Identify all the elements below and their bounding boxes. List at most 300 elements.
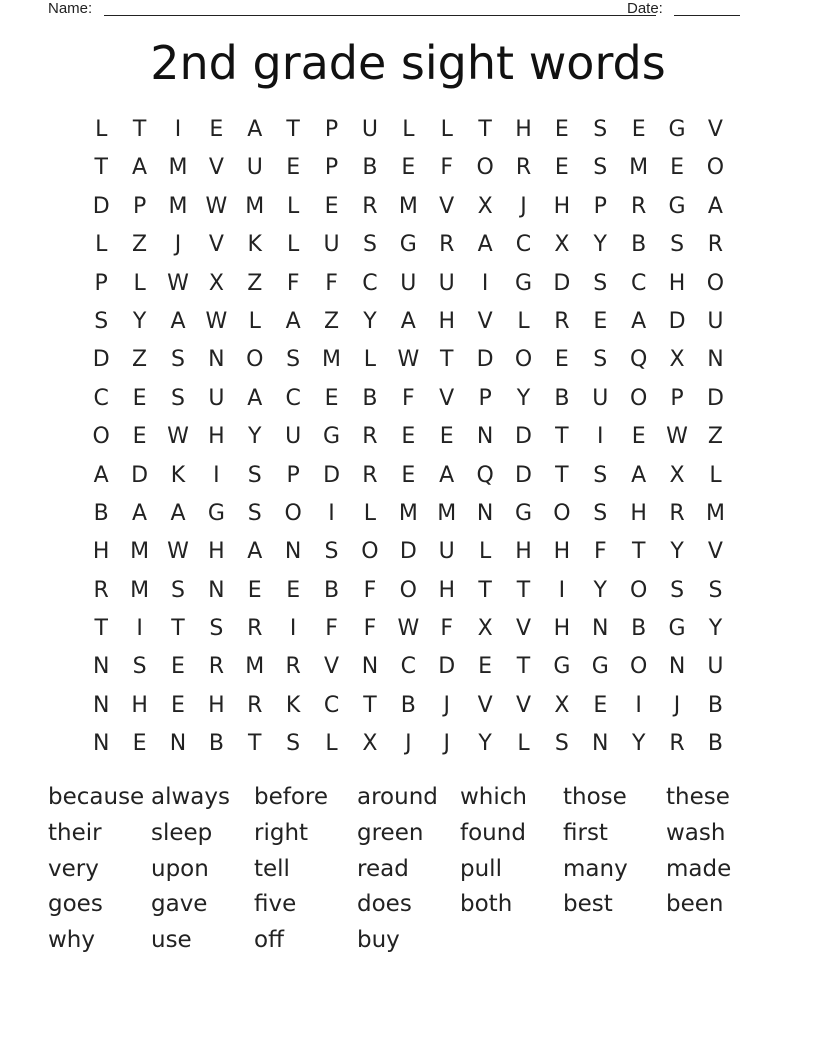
- grid-letter[interactable]: S: [247, 462, 262, 488]
- grid-letter[interactable]: S: [286, 347, 301, 373]
- grid-letter[interactable]: A: [170, 500, 186, 526]
- grid-row: [82, 226, 735, 264]
- grid-letter[interactable]: H: [553, 539, 571, 565]
- grid-letter[interactable]: H: [553, 193, 571, 219]
- grid-letter[interactable]: W: [205, 308, 228, 334]
- grid-letter[interactable]: P: [324, 155, 339, 181]
- grid-letter[interactable]: B: [93, 500, 109, 526]
- grid-letter[interactable]: D: [438, 654, 456, 680]
- grid-letter[interactable]: S: [324, 539, 339, 565]
- grid-letter[interactable]: O: [706, 155, 725, 181]
- grid-letter[interactable]: U: [246, 155, 263, 181]
- grid-letter[interactable]: S: [132, 654, 147, 680]
- grid-letter[interactable]: R: [669, 731, 685, 757]
- grid-letter[interactable]: S: [286, 731, 301, 757]
- grid-letter[interactable]: B: [208, 731, 224, 757]
- grid-letter[interactable]: A: [132, 500, 148, 526]
- grid-letter[interactable]: M: [437, 500, 457, 526]
- grid-letter[interactable]: Z: [247, 270, 263, 296]
- grid-letter[interactable]: Z: [132, 347, 148, 373]
- grid-letter[interactable]: X: [669, 347, 685, 373]
- grid-letter[interactable]: R: [208, 654, 225, 680]
- grid-letter[interactable]: W: [397, 347, 420, 373]
- grid-letter[interactable]: N: [92, 654, 110, 680]
- grid-letter[interactable]: N: [92, 731, 110, 757]
- grid-letter[interactable]: T: [132, 117, 147, 142]
- grid-letter[interactable]: R: [247, 692, 263, 718]
- date-blank-line[interactable]: [674, 15, 740, 16]
- grid-letter[interactable]: E: [631, 117, 646, 142]
- grid-letter[interactable]: M: [629, 155, 649, 181]
- grid-letter[interactable]: Y: [132, 308, 147, 334]
- grid-letter[interactable]: A: [247, 117, 263, 142]
- grid-letter[interactable]: F: [325, 616, 338, 642]
- grid-letter[interactable]: K: [247, 232, 262, 258]
- grid-letter[interactable]: L: [440, 117, 453, 142]
- grid-letter[interactable]: R: [285, 654, 301, 680]
- grid-letter[interactable]: X: [554, 692, 570, 718]
- grid-letter[interactable]: N: [92, 692, 110, 718]
- grid-letter[interactable]: O: [246, 347, 264, 373]
- grid-letter[interactable]: V: [439, 385, 455, 411]
- grid-letter[interactable]: J: [520, 193, 527, 219]
- grid-letter[interactable]: V: [515, 692, 532, 718]
- grid-letter[interactable]: M: [168, 155, 188, 181]
- grid-letter[interactable]: S: [593, 347, 608, 373]
- grid-row: [82, 188, 735, 226]
- grid-letter[interactable]: T: [286, 117, 300, 142]
- grid-letter[interactable]: E: [554, 347, 569, 373]
- grid-letter[interactable]: U: [707, 654, 724, 680]
- grid-letter[interactable]: E: [631, 424, 646, 450]
- grid-letter[interactable]: L: [517, 731, 530, 757]
- grid-letter[interactable]: I: [328, 500, 335, 526]
- grid-letter[interactable]: A: [247, 539, 263, 565]
- grid-letter[interactable]: C: [630, 270, 647, 296]
- grid-letter[interactable]: W: [167, 270, 189, 296]
- grid-letter[interactable]: S: [593, 117, 608, 142]
- grid-letter[interactable]: I: [635, 692, 642, 718]
- grid-letter[interactable]: I: [597, 424, 604, 450]
- grid-letter[interactable]: S: [593, 270, 608, 296]
- grid-letter[interactable]: U: [707, 308, 724, 334]
- grid-letter[interactable]: O: [706, 270, 725, 296]
- grid-letter[interactable]: Q: [630, 347, 648, 373]
- grid-letter[interactable]: B: [554, 385, 570, 411]
- grid-letter[interactable]: T: [248, 731, 262, 757]
- grid-letter[interactable]: F: [593, 539, 607, 565]
- grid-row: [82, 572, 735, 610]
- grid-letter[interactable]: W: [397, 616, 420, 642]
- grid-letter[interactable]: S: [670, 577, 685, 603]
- grid-letter[interactable]: S: [593, 462, 608, 488]
- grid-letter[interactable]: M: [130, 577, 150, 603]
- grid-letter[interactable]: J: [174, 232, 182, 258]
- grid-letter[interactable]: V: [208, 232, 224, 258]
- grid-letter[interactable]: C: [93, 385, 109, 411]
- grid-letter[interactable]: S: [170, 385, 185, 411]
- word-list-item: because: [48, 784, 145, 810]
- grid-letter[interactable]: N: [476, 424, 494, 450]
- grid-letter[interactable]: P: [670, 385, 684, 411]
- grid-letter[interactable]: Z: [132, 232, 148, 258]
- grid-letter[interactable]: A: [93, 462, 109, 488]
- grid-letter[interactable]: Z: [324, 308, 340, 334]
- grid-letter[interactable]: E: [554, 155, 569, 181]
- grid-letter[interactable]: S: [94, 308, 109, 334]
- grid-letter[interactable]: T: [94, 155, 108, 181]
- grid-letter[interactable]: G: [323, 424, 341, 450]
- word-list-item: been: [666, 891, 724, 918]
- grid-letter[interactable]: O: [553, 500, 571, 526]
- grid-letter[interactable]: C: [285, 385, 301, 411]
- grid-letter[interactable]: E: [670, 155, 684, 181]
- grid-letter[interactable]: N: [592, 616, 609, 642]
- grid-letter[interactable]: F: [440, 616, 454, 642]
- grid-letter[interactable]: T: [478, 117, 492, 142]
- grid-letter[interactable]: O: [630, 654, 648, 680]
- grid-letter[interactable]: E: [324, 385, 339, 411]
- grid-letter[interactable]: F: [440, 155, 454, 181]
- grid-letter[interactable]: A: [247, 385, 263, 411]
- grid-letter[interactable]: B: [631, 232, 647, 258]
- grid-letter[interactable]: S: [670, 232, 685, 258]
- grid-letter[interactable]: T: [94, 616, 108, 642]
- grid-letter[interactable]: E: [132, 385, 147, 411]
- grid-letter[interactable]: I: [174, 117, 182, 142]
- grid-letter[interactable]: N: [284, 539, 302, 565]
- grid-letter[interactable]: V: [324, 654, 340, 680]
- grid-letter[interactable]: A: [170, 308, 186, 334]
- grid-letter[interactable]: R: [247, 616, 263, 642]
- grid-letter[interactable]: I: [481, 270, 489, 296]
- grid-letter[interactable]: E: [286, 577, 301, 603]
- grid-letter[interactable]: C: [515, 232, 532, 258]
- grid-letter[interactable]: A: [477, 232, 493, 258]
- grid-letter[interactable]: D: [476, 347, 494, 373]
- grid-letter[interactable]: E: [401, 424, 416, 450]
- grid-letter[interactable]: L: [478, 539, 492, 565]
- grid-letter[interactable]: N: [668, 654, 686, 680]
- grid-letter[interactable]: H: [630, 500, 647, 526]
- grid-letter[interactable]: W: [205, 193, 228, 219]
- grid-letter[interactable]: L: [133, 270, 146, 296]
- grid-letter[interactable]: T: [555, 462, 569, 488]
- grid-letter[interactable]: U: [208, 385, 225, 411]
- grid-letter[interactable]: V: [477, 692, 493, 718]
- grid-letter[interactable]: Q: [476, 462, 494, 488]
- grid-letter[interactable]: E: [324, 193, 339, 219]
- grid-letter[interactable]: R: [631, 193, 647, 219]
- grid-letter[interactable]: I: [558, 577, 566, 603]
- word-list-item: very: [48, 855, 99, 882]
- grid-letter[interactable]: H: [438, 308, 455, 334]
- grid-letter[interactable]: P: [478, 385, 492, 411]
- grid-letter[interactable]: D: [668, 308, 686, 334]
- grid-letter[interactable]: L: [95, 232, 108, 258]
- grid-letter[interactable]: B: [362, 155, 378, 181]
- grid-letter[interactable]: G: [591, 654, 609, 680]
- grid-letter[interactable]: H: [208, 539, 225, 565]
- grid-letter[interactable]: G: [514, 500, 533, 526]
- grid-letter[interactable]: E: [132, 731, 147, 757]
- grid-letter[interactable]: S: [554, 731, 569, 757]
- grid-letter[interactable]: O: [630, 577, 648, 603]
- grid-letter[interactable]: R: [707, 232, 724, 258]
- grid-letter[interactable]: P: [324, 117, 339, 142]
- grid-letter[interactable]: N: [361, 654, 379, 680]
- grid-letter[interactable]: X: [477, 616, 493, 642]
- grid-letter[interactable]: H: [92, 539, 110, 565]
- grid-letter[interactable]: E: [171, 692, 185, 718]
- grid-letter[interactable]: O: [399, 577, 417, 603]
- grid-letter[interactable]: M: [130, 539, 150, 565]
- grid-letter[interactable]: F: [363, 616, 377, 642]
- grid-letter[interactable]: S: [170, 577, 185, 603]
- grid-letter[interactable]: D: [515, 462, 532, 488]
- grid-letter[interactable]: N: [707, 347, 724, 373]
- grid-letter[interactable]: M: [322, 347, 342, 373]
- grid-letter[interactable]: T: [516, 577, 531, 603]
- grid-letter[interactable]: B: [707, 731, 723, 757]
- grid-letter[interactable]: A: [285, 308, 301, 334]
- grid-letter[interactable]: U: [323, 232, 340, 258]
- grid-letter[interactable]: E: [593, 692, 608, 718]
- grid-letter[interactable]: R: [669, 500, 685, 526]
- grid-letter[interactable]: P: [132, 193, 147, 219]
- grid-letter[interactable]: V: [477, 308, 493, 334]
- grid-letter[interactable]: A: [132, 155, 148, 181]
- name-blank-line[interactable]: [104, 15, 656, 16]
- grid-letter[interactable]: P: [94, 270, 108, 296]
- grid-letter[interactable]: X: [362, 731, 378, 757]
- grid-letter[interactable]: M: [168, 193, 188, 219]
- grid-letter[interactable]: X: [208, 270, 224, 296]
- grid-letter[interactable]: T: [478, 577, 492, 603]
- grid-letter[interactable]: L: [287, 232, 300, 258]
- grid-letter[interactable]: D: [323, 462, 341, 488]
- grid-letter[interactable]: E: [593, 308, 608, 334]
- grid-letter[interactable]: V: [707, 117, 723, 142]
- grid-letter[interactable]: H: [668, 270, 686, 296]
- grid-letter[interactable]: P: [593, 193, 607, 219]
- grid-letter[interactable]: N: [208, 577, 225, 603]
- grid-letter[interactable]: W: [167, 539, 189, 565]
- grid-letter[interactable]: A: [631, 308, 647, 334]
- grid-letter[interactable]: B: [707, 692, 723, 718]
- grid-letter[interactable]: T: [171, 616, 185, 642]
- grid-letter[interactable]: M: [398, 500, 418, 526]
- grid-letter[interactable]: D: [706, 385, 724, 411]
- grid-letter[interactable]: S: [209, 616, 224, 642]
- grid-letter[interactable]: Y: [593, 577, 607, 603]
- grid-letter[interactable]: E: [286, 155, 301, 181]
- grid-letter[interactable]: W: [167, 424, 189, 450]
- grid-letter[interactable]: M: [245, 193, 265, 219]
- grid-letter[interactable]: N: [476, 500, 494, 526]
- grid-letter[interactable]: L: [402, 117, 415, 142]
- grid-letter[interactable]: Y: [478, 731, 492, 757]
- grid-letter[interactable]: A: [707, 193, 723, 219]
- grid-letter[interactable]: E: [478, 654, 493, 680]
- grid-letter[interactable]: V: [208, 155, 224, 181]
- grid-letter[interactable]: I: [213, 462, 220, 488]
- grid-letter[interactable]: G: [668, 193, 686, 219]
- grid-letter[interactable]: R: [515, 155, 532, 181]
- grid-letter[interactable]: E: [209, 117, 224, 142]
- grid-letter[interactable]: S: [362, 232, 377, 258]
- grid-letter[interactable]: C: [323, 692, 340, 718]
- grid-letter[interactable]: D: [92, 193, 110, 219]
- grid-letter[interactable]: U: [438, 539, 455, 565]
- grid-letter[interactable]: D: [92, 347, 110, 373]
- grid-letter[interactable]: Y: [516, 385, 531, 411]
- grid-letter[interactable]: D: [553, 270, 571, 296]
- grid-letter[interactable]: U: [592, 385, 609, 411]
- grid-letter[interactable]: Y: [363, 308, 377, 334]
- grid-letter[interactable]: J: [443, 731, 450, 757]
- grid-letter[interactable]: V: [515, 616, 532, 642]
- grid-letter[interactable]: U: [438, 270, 455, 296]
- grid-row: [82, 303, 735, 341]
- grid-letter[interactable]: L: [363, 347, 377, 373]
- grid-letter[interactable]: O: [92, 424, 110, 450]
- grid-letter[interactable]: T: [439, 347, 454, 373]
- grid-letter[interactable]: A: [439, 462, 455, 488]
- grid-letter[interactable]: E: [401, 155, 416, 181]
- grid-letter[interactable]: B: [323, 577, 340, 603]
- grid-letter[interactable]: G: [668, 616, 686, 642]
- grid-letter[interactable]: F: [363, 577, 377, 603]
- grid-letter[interactable]: F: [401, 385, 415, 411]
- grid-letter[interactable]: A: [631, 462, 647, 488]
- grid-letter[interactable]: N: [208, 347, 225, 373]
- grid-letter[interactable]: C: [400, 654, 416, 680]
- grid-letter[interactable]: K: [170, 462, 186, 488]
- grid-letter[interactable]: M: [398, 193, 418, 219]
- grid-letter[interactable]: H: [553, 616, 571, 642]
- grid-letter[interactable]: R: [362, 193, 378, 219]
- grid-letter[interactable]: B: [631, 616, 647, 642]
- grid-letter[interactable]: H: [438, 577, 455, 603]
- grid-letter[interactable]: T: [631, 539, 646, 565]
- grid-letter[interactable]: E: [401, 462, 416, 488]
- grid-letter[interactable]: S: [247, 500, 262, 526]
- grid-row: [82, 380, 735, 418]
- grid-letter[interactable]: O: [476, 155, 494, 181]
- grid-letter[interactable]: E: [247, 577, 262, 603]
- grid-letter[interactable]: L: [287, 193, 300, 219]
- grid-letter[interactable]: R: [362, 424, 378, 450]
- grid-letter[interactable]: G: [668, 117, 686, 142]
- grid-letter[interactable]: K: [285, 692, 301, 718]
- grid-letter[interactable]: E: [132, 424, 147, 450]
- grid-letter[interactable]: Y: [248, 424, 262, 450]
- grid-letter[interactable]: E: [171, 654, 185, 680]
- grid-letter[interactable]: G: [553, 654, 571, 680]
- grid-letter[interactable]: G: [207, 500, 225, 526]
- grid-letter[interactable]: Y: [631, 731, 646, 757]
- grid-letter[interactable]: F: [286, 270, 300, 296]
- grid-letter[interactable]: V: [439, 193, 455, 219]
- grid-letter[interactable]: G: [399, 232, 417, 258]
- grid-letter[interactable]: H: [131, 692, 148, 718]
- grid-letter[interactable]: Z: [707, 424, 723, 450]
- grid-letter[interactable]: X: [669, 462, 685, 488]
- grid-letter[interactable]: E: [554, 117, 569, 142]
- grid-letter[interactable]: R: [439, 232, 455, 258]
- grid-letter[interactable]: C: [362, 270, 378, 296]
- grid-letter[interactable]: L: [517, 308, 530, 334]
- grid-letter[interactable]: W: [666, 424, 688, 450]
- grid-letter[interactable]: A: [400, 308, 416, 334]
- grid-letter[interactable]: D: [131, 462, 149, 488]
- grid-letter[interactable]: L: [325, 731, 338, 757]
- grid-letter[interactable]: V: [707, 539, 723, 565]
- grid-letter[interactable]: T: [555, 424, 569, 450]
- grid-letter[interactable]: J: [443, 692, 450, 718]
- grid-letter[interactable]: O: [284, 500, 302, 526]
- grid-letter[interactable]: B: [400, 692, 416, 718]
- grid-letter[interactable]: U: [361, 117, 378, 142]
- grid-letter[interactable]: R: [362, 462, 378, 488]
- grid-letter[interactable]: H: [208, 424, 225, 450]
- grid-letter[interactable]: R: [93, 577, 109, 603]
- grid-letter[interactable]: L: [709, 462, 722, 488]
- grid-letter[interactable]: M: [705, 500, 725, 526]
- grid-letter[interactable]: B: [362, 385, 378, 411]
- grid-letter[interactable]: D: [515, 424, 532, 450]
- grid-letter[interactable]: T: [363, 692, 377, 718]
- grid-letter[interactable]: J: [673, 692, 681, 718]
- grid-letter[interactable]: S: [708, 577, 723, 603]
- grid-letter[interactable]: U: [400, 270, 417, 296]
- grid-letter[interactable]: H: [208, 692, 225, 718]
- grid-letter[interactable]: Y: [593, 232, 607, 258]
- grid-letter[interactable]: O: [514, 347, 533, 373]
- grid-letter[interactable]: S: [593, 500, 608, 526]
- grid-letter[interactable]: P: [286, 462, 300, 488]
- grid-letter[interactable]: S: [593, 155, 608, 181]
- grid-letter[interactable]: L: [363, 500, 377, 526]
- grid-letter[interactable]: D: [399, 539, 417, 565]
- word-list-item: their: [48, 819, 102, 846]
- grid-letter[interactable]: L: [248, 308, 261, 334]
- grid-letter[interactable]: T: [516, 654, 531, 680]
- grid-letter[interactable]: O: [630, 385, 648, 411]
- grid-letter[interactable]: L: [95, 117, 108, 142]
- grid-letter[interactable]: U: [285, 424, 302, 450]
- grid-letter[interactable]: I: [136, 616, 143, 642]
- grid-letter[interactable]: F: [325, 270, 338, 296]
- grid-letter[interactable]: R: [554, 308, 570, 334]
- grid-letter[interactable]: G: [514, 270, 533, 296]
- grid-letter[interactable]: X: [477, 193, 493, 219]
- grid-letter[interactable]: J: [405, 731, 412, 757]
- grid-letter[interactable]: M: [245, 654, 265, 680]
- grid-letter[interactable]: N: [592, 731, 609, 757]
- grid-letter[interactable]: S: [170, 347, 185, 373]
- grid-letter[interactable]: O: [361, 539, 379, 565]
- grid-letter[interactable]: Y: [670, 539, 684, 565]
- grid-letter[interactable]: X: [554, 232, 570, 258]
- grid-letter[interactable]: E: [439, 424, 454, 450]
- grid-letter[interactable]: I: [289, 616, 297, 642]
- grid-letter[interactable]: N: [169, 731, 187, 757]
- grid-letter[interactable]: H: [515, 539, 532, 565]
- grid-letter[interactable]: Y: [708, 616, 723, 642]
- grid-letter[interactable]: H: [515, 117, 532, 142]
